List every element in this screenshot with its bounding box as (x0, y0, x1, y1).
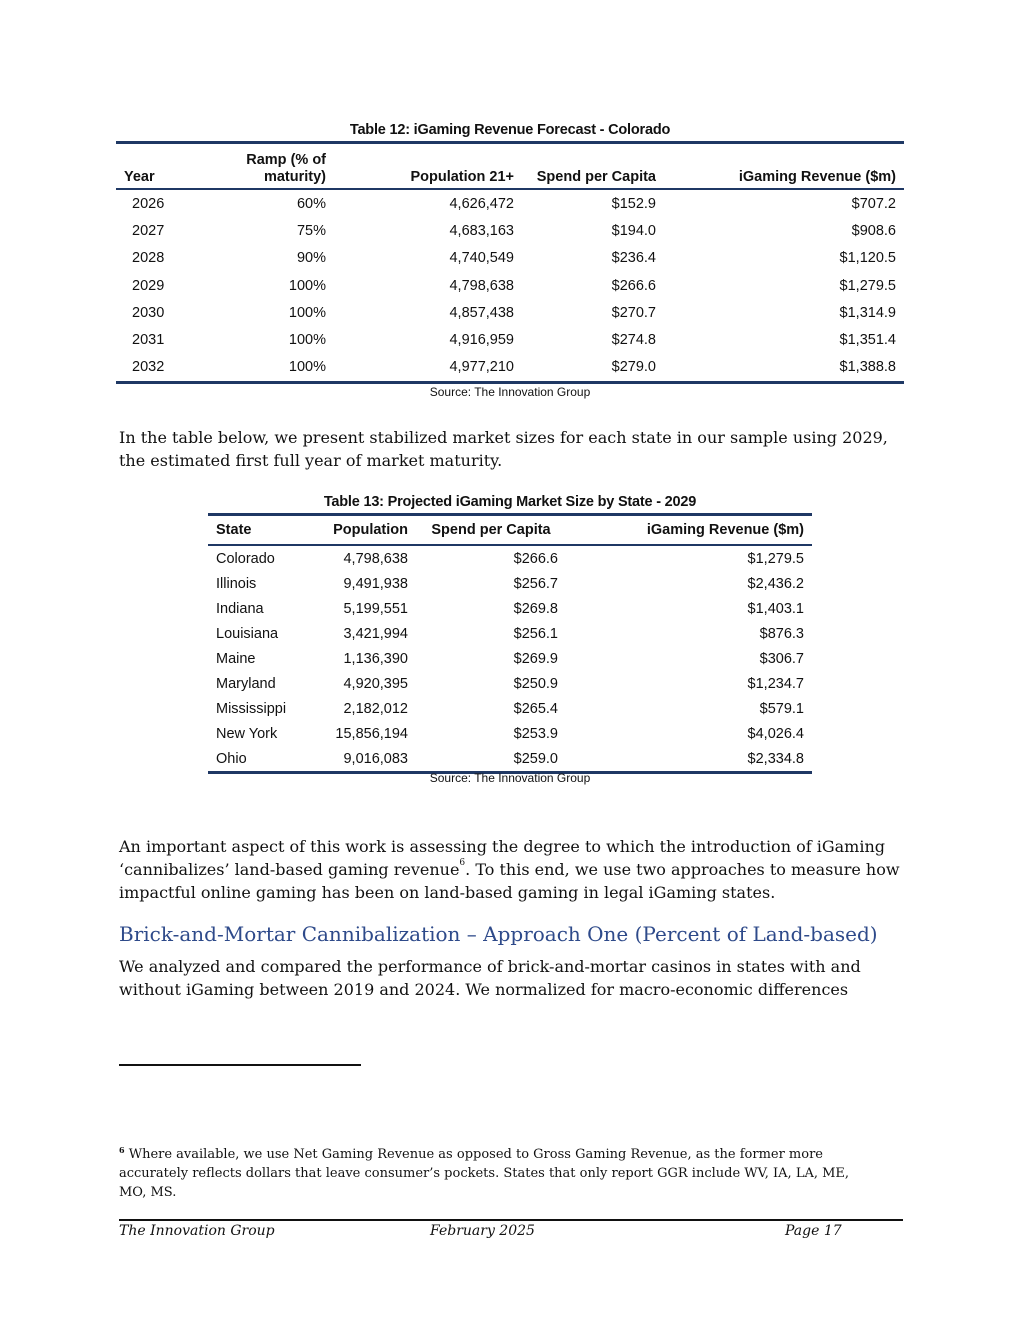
table-cell: $876.3 (759, 625, 804, 642)
table-cell: $259.0 (513, 750, 558, 767)
table-cell: 2026 (132, 195, 165, 212)
table-cell: $236.4 (611, 250, 656, 267)
table-cell: 2027 (132, 222, 165, 239)
table13-header-spend: Spend per Capita (431, 522, 551, 538)
table12-header-revenue: iGaming Revenue ($m) (738, 169, 896, 185)
table-cell: $256.1 (513, 625, 558, 642)
table-cell: $2,334.8 (747, 750, 804, 767)
table-row (208, 571, 812, 596)
table12-header-spend: Spend per Capita (536, 169, 656, 185)
table-cell: $579.1 (759, 700, 804, 717)
table-cell: $707.2 (851, 195, 896, 212)
paragraph-text-after-footnote: . To this end, we use two approaches to measure how impactful online gaming has been on land-based gaming in legal iGaming states. (119, 860, 900, 902)
table-cell: Ohio (216, 750, 247, 767)
table-cell: $279.0 (611, 359, 656, 376)
table12-title: Table 12: iGaming Revenue Forecast - Colorado (349, 122, 671, 138)
table-cell: 100% (288, 277, 326, 294)
paragraph-intro-table13: In the table below, we present stabilized market sizes for each state in our sample using 2029, the estimated first full year of market maturity. (119, 428, 888, 470)
table-cell: 2031 (132, 332, 165, 349)
footnote (119, 1145, 879, 1202)
table-cell: $4,026.4 (747, 725, 804, 742)
table13-header-state: State (216, 522, 252, 538)
table-cell: 60% (296, 195, 326, 212)
table-cell: 4,683,163 (449, 222, 514, 239)
paragraph-text-before-footnote: An important aspect of this work is assessing the degree to which the introduction of iGaming ‘cannibalizes’ land-based gaming revenue (119, 837, 885, 879)
table13-header-revenue: iGaming Revenue ($m) (646, 522, 804, 538)
table-cell: $253.9 (513, 725, 558, 742)
table12-source: Source: The Innovation Group (429, 385, 591, 399)
table-cell: 4,857,438 (449, 304, 514, 321)
table-cell: New York (216, 725, 278, 742)
table-cell: $1,388.8 (839, 359, 896, 376)
table-row (208, 696, 812, 721)
table-cell: 100% (288, 332, 326, 349)
table-cell: Louisiana (216, 625, 279, 642)
table-row (116, 354, 904, 383)
table-cell: 2029 (132, 277, 165, 294)
table-cell: $1,234.7 (747, 675, 804, 692)
table-cell: 4,626,472 (449, 195, 514, 212)
table-cell: 100% (288, 304, 326, 321)
table-cell: 90% (296, 250, 326, 267)
table-cell: 4,798,638 (449, 277, 514, 294)
table-cell: $256.7 (513, 575, 558, 592)
table-cell: $269.9 (513, 650, 558, 667)
table-cell: 4,916,959 (449, 332, 514, 349)
table-cell: 100% (288, 359, 326, 376)
table-cell: 75% (296, 222, 326, 239)
table-cell: $1,351.4 (839, 332, 896, 349)
table-cell: 2032 (132, 359, 165, 376)
table-cell: $266.6 (611, 277, 656, 294)
table-cell: $250.9 (513, 675, 558, 692)
table-cell: 5,199,551 (343, 600, 408, 617)
table-cell: Indiana (216, 600, 264, 617)
table-cell: $270.7 (611, 304, 656, 321)
table13-market-size-by-state (208, 513, 812, 774)
paragraph-approach-one: We analyzed and compared the performance of brick-and-mortar casinos in states with and without iGaming between 2019 and 2024. We normalized for macro-economic differences (119, 957, 861, 999)
table-cell: $274.8 (611, 332, 656, 349)
table-cell: 4,798,638 (343, 550, 408, 567)
table-row (208, 746, 812, 773)
table-cell: 2028 (132, 250, 165, 267)
table-cell: 1,136,390 (343, 650, 408, 667)
table-row (208, 545, 812, 571)
table12-header-ramp-line2: maturity) (263, 169, 326, 185)
section-heading: Brick-and-Mortar Cannibalization – Approach One (Percent of Land-based) (119, 922, 878, 946)
footer-organization: The Innovation Group (119, 1223, 275, 1239)
table-row (208, 671, 812, 696)
table-cell: 4,740,549 (449, 250, 514, 267)
table-cell: $265.4 (513, 700, 558, 717)
table-cell: $2,436.2 (747, 575, 804, 592)
table-row (116, 326, 904, 353)
table-cell: Maine (216, 650, 256, 667)
table-row (116, 272, 904, 299)
table-row (208, 596, 812, 621)
footer-date: February 2025 (430, 1223, 535, 1239)
table-row (208, 621, 812, 646)
footer-page-number: Page 17 (785, 1223, 842, 1239)
footnote-divider (119, 1064, 361, 1066)
table-cell: $269.8 (513, 600, 558, 617)
table-cell: $1,403.1 (747, 600, 804, 617)
table-cell: 4,977,210 (449, 359, 514, 376)
table-cell: 4,920,395 (343, 675, 408, 692)
table-row (116, 189, 904, 217)
table12-colorado-forecast (116, 141, 904, 384)
footer-divider (119, 1219, 903, 1221)
paragraph-cannibalization-intro (119, 835, 909, 904)
table13-title: Table 13: Projected iGaming Market Size by State - 2029 (323, 494, 697, 510)
table-cell: Illinois (216, 575, 257, 592)
table-cell: 9,491,938 (343, 575, 408, 592)
table-cell: $306.7 (759, 650, 804, 667)
table-row (208, 646, 812, 671)
table-row (208, 721, 812, 746)
footnote-reference[interactable]: 6 (459, 858, 466, 868)
footnote-number: 6 (119, 1145, 125, 1155)
table-cell: 15,856,194 (335, 725, 408, 742)
table-cell: Colorado (216, 550, 275, 567)
table-cell: $1,279.5 (747, 550, 804, 567)
table12-header-year: Year (124, 169, 155, 185)
table12-header-ramp (200, 143, 334, 190)
table-cell: $1,314.9 (839, 304, 896, 321)
table-cell: 2,182,012 (343, 700, 408, 717)
footnote-text: Where available, we use Net Gaming Revenue as opposed to Gross Gaming Revenue, as the former more accurately reflects dollars that leave consumer’s pockets. States that only report GGR include WV, IA, LA, ME, MO, MS. (119, 1147, 850, 1200)
table13-header-population: Population (333, 522, 408, 538)
table-cell: $1,120.5 (839, 250, 896, 267)
table12-header-row (116, 143, 904, 190)
table-cell: 3,421,994 (343, 625, 408, 642)
table-cell: 2030 (132, 304, 165, 321)
table-cell: $908.6 (851, 222, 896, 239)
table-row (116, 217, 904, 244)
table-cell: 9,016,083 (343, 750, 408, 767)
table-cell: $266.6 (513, 550, 558, 567)
table-cell: $1,279.5 (839, 277, 896, 294)
table-cell: Maryland (216, 675, 276, 692)
table12-header-ramp-line1: Ramp (% of (246, 152, 326, 168)
table-cell: $194.0 (611, 222, 656, 239)
table-cell: Mississippi (216, 700, 287, 717)
table-row (116, 299, 904, 326)
table13-source: Source: The Innovation Group (429, 771, 591, 785)
table13-header-row (208, 515, 812, 546)
table-row (116, 245, 904, 272)
table12-header-population: Population 21+ (410, 169, 514, 185)
table-cell: $152.9 (611, 195, 656, 212)
